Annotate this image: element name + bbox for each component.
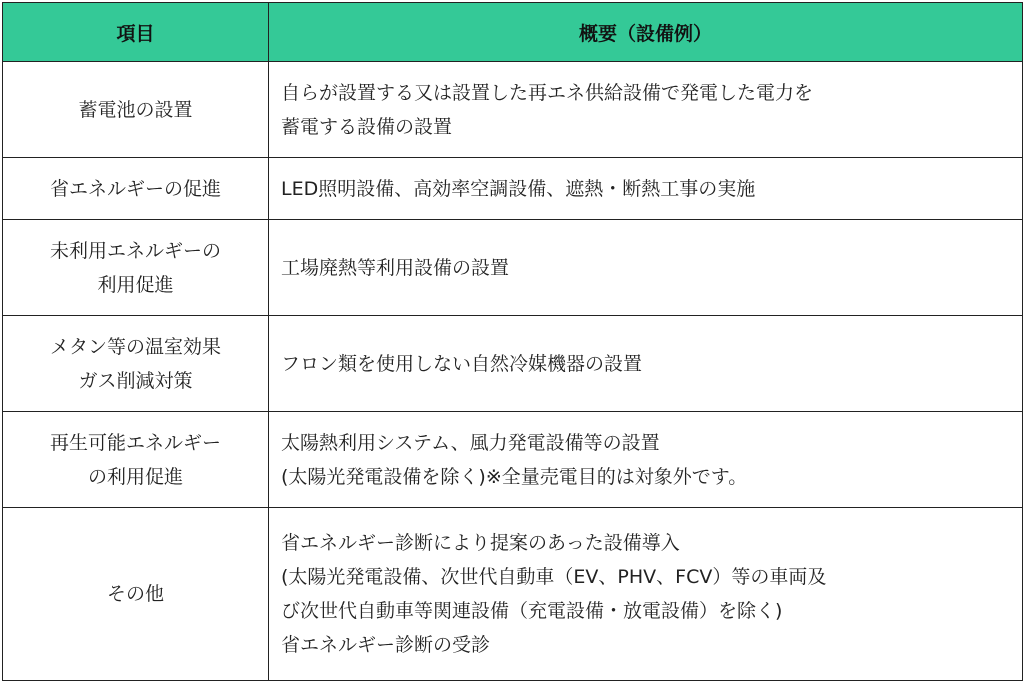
summary-cell (269, 220, 1023, 316)
item-text: の利用促進 (87, 465, 183, 488)
header-item: 項目 (3, 3, 269, 62)
summary-text: 工場廃熱等利用設備の設置 (281, 256, 510, 279)
summary-text: び次世代自動車等関連設備（充電設備・放電設備）を除く) (281, 600, 783, 622)
summary-text: (太陽光発電設備を除く)※全量売電目的は対象外です。 (281, 465, 748, 488)
item-text: 利用促進 (97, 273, 174, 296)
item-text: ガス削減対策 (78, 369, 193, 392)
summary-text: 太陽熱利用システム、風力発電設備等の設置 (281, 431, 660, 454)
summary-text: 省エネルギー診断の受診 (281, 634, 491, 656)
table-row (3, 412, 1023, 508)
item-cell (3, 508, 269, 681)
table-row (3, 220, 1023, 316)
item-cell (3, 316, 269, 412)
item-text: メタン等の温室効果 (49, 335, 221, 358)
table-row (3, 158, 1023, 220)
summary-text: フロン類を使用しない自然冷媒機器の設置 (281, 352, 643, 375)
item-cell (3, 62, 269, 158)
item-cell (3, 158, 269, 220)
summary-cell (269, 158, 1023, 220)
table-row (3, 316, 1023, 412)
item-cell (3, 412, 269, 508)
summary-text: LED照明設備、高効率空調設備、遮熱・断熱工事の実施 (281, 177, 756, 200)
header-row (3, 3, 1023, 62)
item-cell (3, 220, 269, 316)
summary-text: 蓄電する設備の設置 (281, 115, 453, 138)
summary-cell (269, 412, 1023, 508)
summary-cell (269, 316, 1023, 412)
summary-text: 自らが設置する又は設置した再エネ供給設備で発電した電力を (281, 81, 814, 104)
header-summary: 概要（設備例） (269, 3, 1023, 62)
item-text: その他 (106, 583, 164, 605)
item-text: 再生可能エネルギー (49, 431, 221, 454)
equipment-table (2, 2, 1023, 681)
summary-cell (269, 508, 1023, 681)
item-text: 蓄電池の設置 (78, 98, 193, 121)
table-row (3, 508, 1023, 681)
summary-text: 省エネルギー診断により提案のあった設備導入 (281, 532, 680, 554)
item-text: 省エネルギーの促進 (49, 177, 221, 200)
table-row (3, 62, 1023, 158)
item-text: 未利用エネルギーの (49, 239, 221, 262)
summary-text: (太陽光発電設備、次世代自動車（EV、PHV、FCV）等の車両及 (281, 566, 827, 588)
summary-cell (269, 62, 1023, 158)
